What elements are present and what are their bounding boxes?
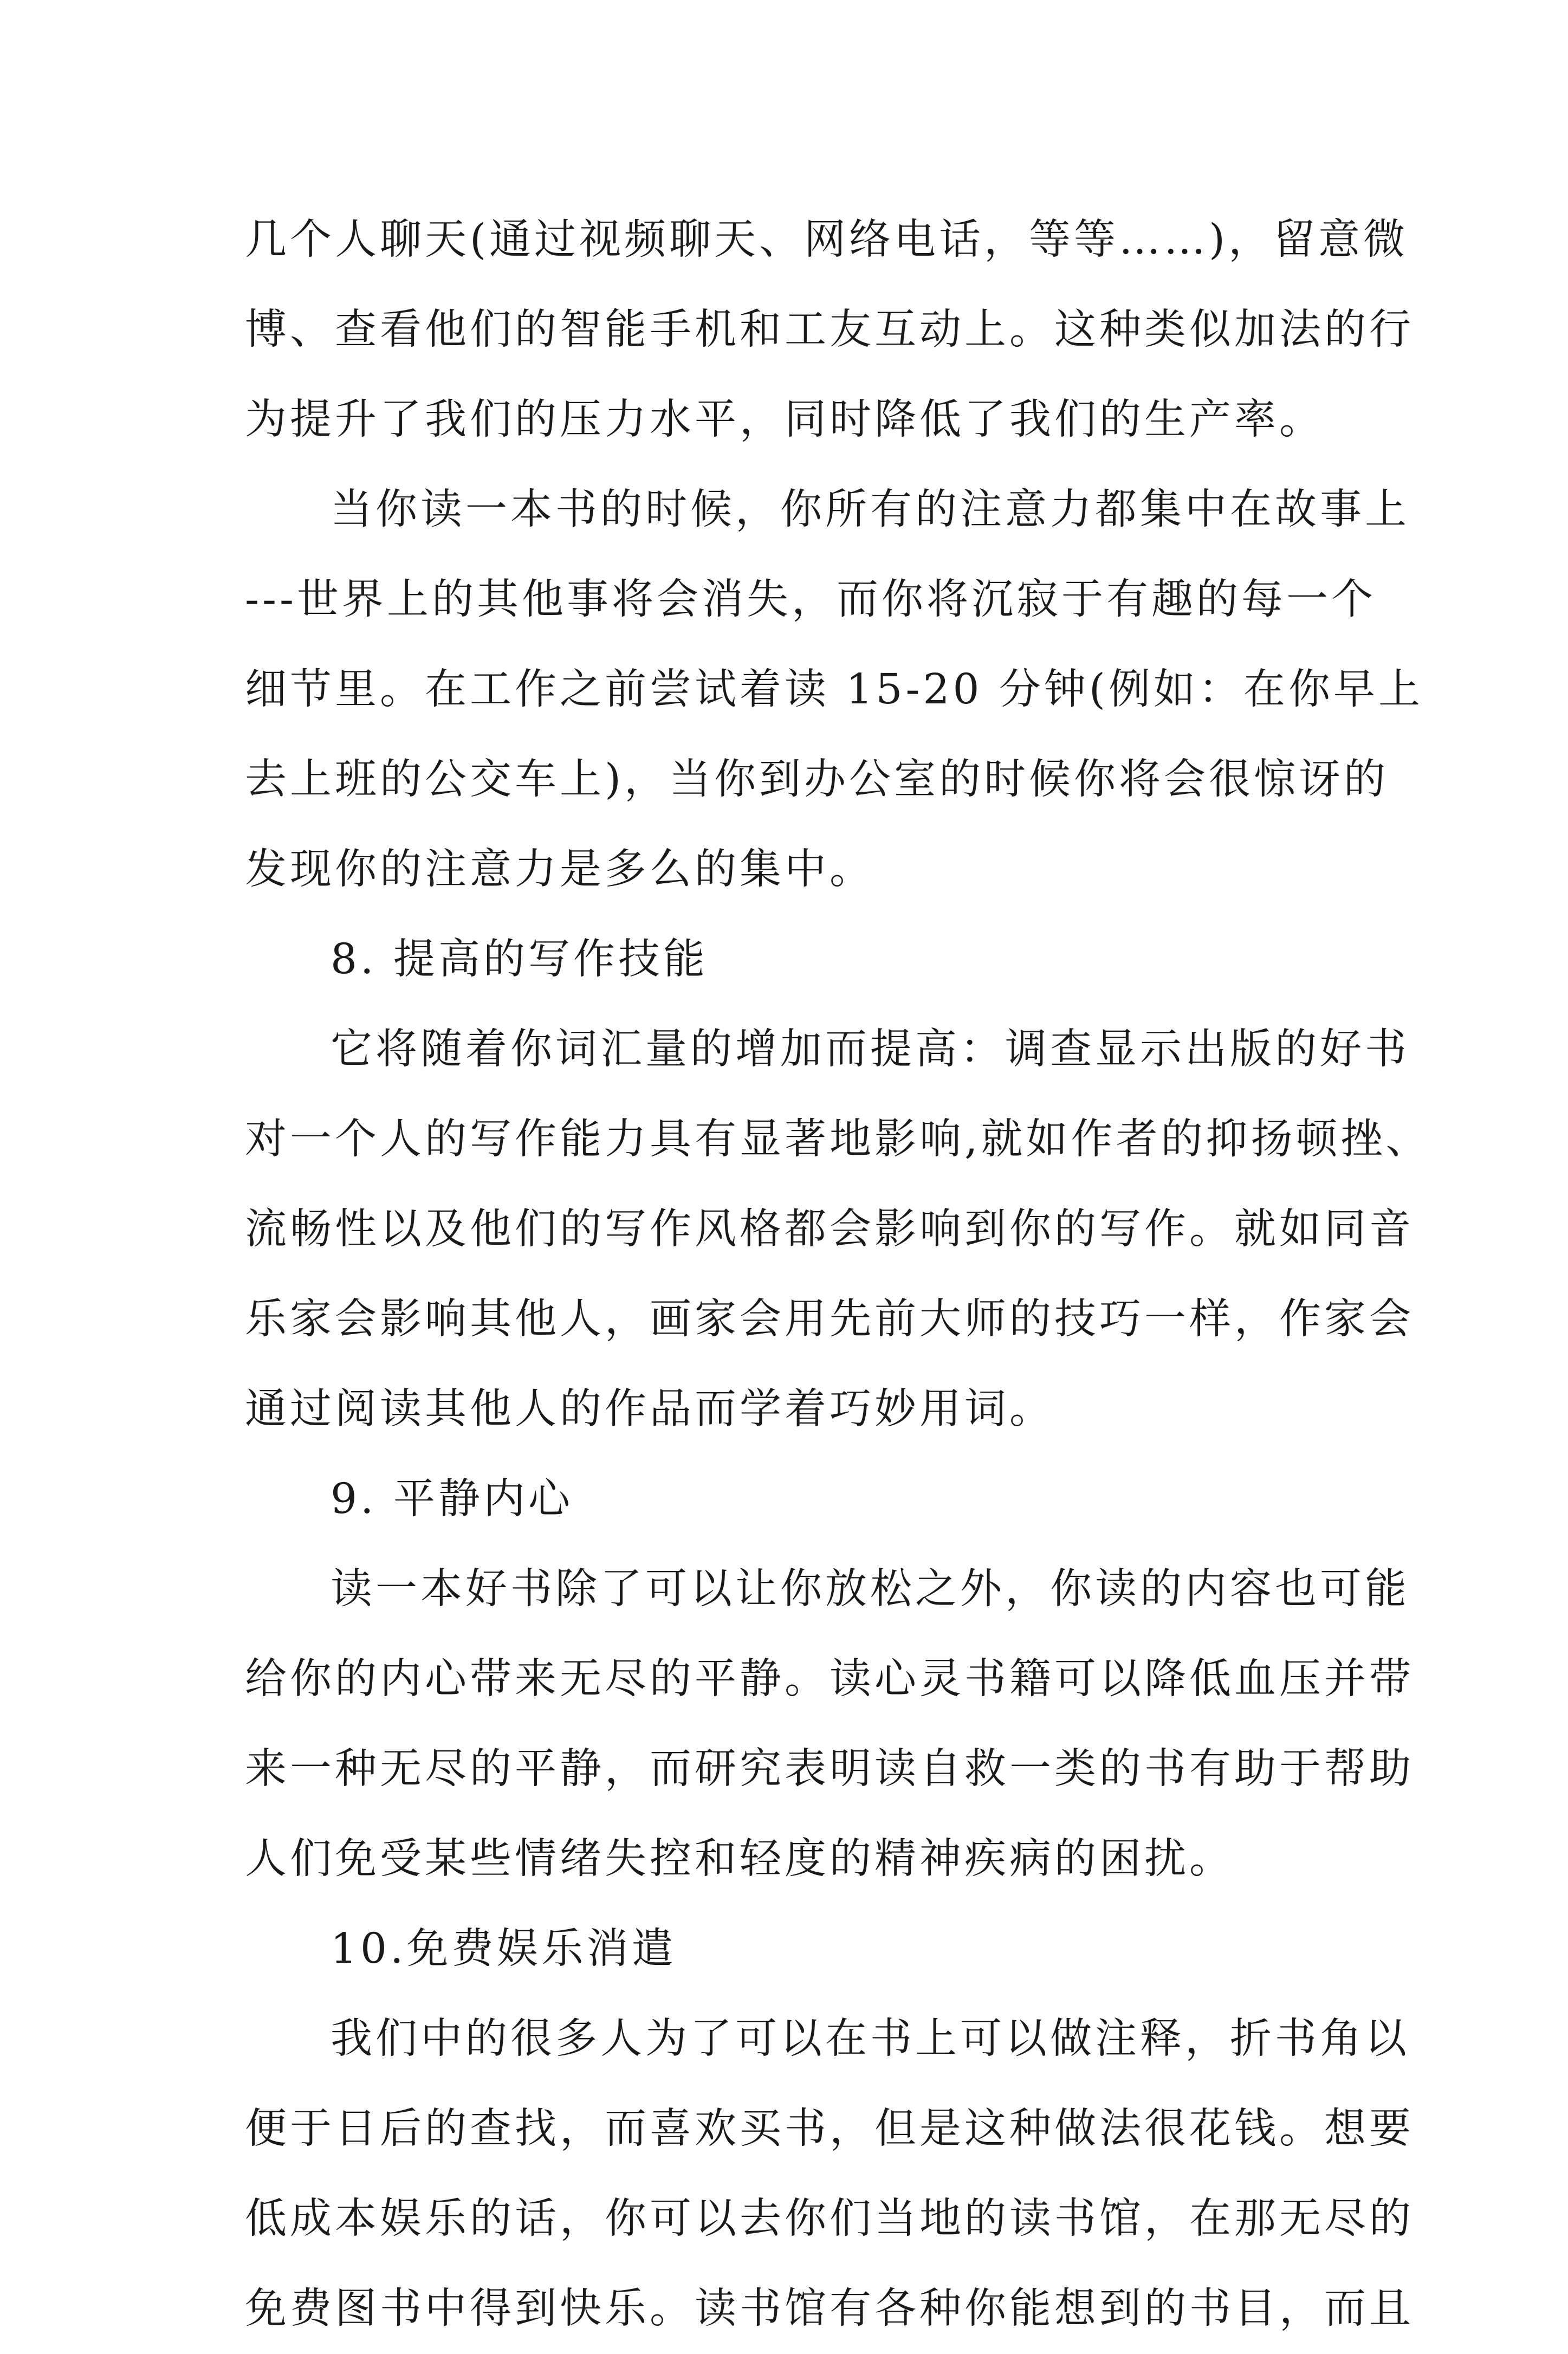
text-line: 发现你的注意力是多么的集中。 <box>245 845 874 894</box>
text-line: 免费图书中得到快乐。读书馆有各种你能想到的书目，而且 <box>245 2285 1414 2333</box>
text-line: 去上班的公交车上)，当你到办公室的时候你将会很惊讶的 <box>245 755 1389 804</box>
section-heading-9: 9. 平静内心 <box>331 1475 573 1523</box>
text-line: 乐家会影响其他人，画家会用先前大师的技巧一样，作家会 <box>245 1295 1414 1343</box>
paragraph-first-line: 当你读一本书的时候，你所有的注意力都集中在故事上 <box>331 486 1410 534</box>
paragraph-first-line: 读一本好书除了可以让你放松之外，你读的内容也可能 <box>331 1565 1410 1613</box>
paragraph-first-line: 它将随着你词汇量的增加而提高：调查显示出版的好书 <box>331 1025 1410 1073</box>
text-line: 博、查看他们的智能手机和工友互动上。这种类似加法的行 <box>245 306 1414 354</box>
text-line: 流畅性以及他们的写作风格都会影响到你的写作。就如同音 <box>245 1205 1414 1253</box>
text-line: 通过阅读其他人的作品而学着巧妙用词。 <box>245 1385 1054 1433</box>
body-text <box>245 195 1431 2354</box>
text-line: 低成本娱乐的话，你可以去你们当地的读书馆，在那无尽的 <box>245 2195 1414 2243</box>
text-line: 为提升了我们的压力水平，同时降低了我们的生产率。 <box>245 396 1324 444</box>
section-heading-10: 10.免费娱乐消遣 <box>331 1925 677 1973</box>
section-heading-8: 8. 提高的写作技能 <box>331 935 708 984</box>
text-line: 细节里。在工作之前尝试着读 15-20 分钟(例如：在你早上 <box>245 665 1423 714</box>
text-line: ---世界上的其他事将会消失，而你将沉寂于有趣的每一个 <box>245 575 1377 624</box>
text-line: 给你的内心带来无尽的平静。读心灵书籍可以降低血压并带 <box>245 1655 1414 1703</box>
text-line: 几个人聊天(通过视频聊天、网络电话，等等……)，留意微 <box>245 216 1409 264</box>
paragraph-first-line: 我们中的很多人为了可以在书上可以做注释，折书角以 <box>331 2015 1410 2063</box>
text-line: 人们免受某些情绪失控和轻度的精神疾病的困扰。 <box>245 1835 1234 1883</box>
text-line: 便于日后的查找，而喜欢买书，但是这种做法很花钱。想要 <box>245 2105 1414 2153</box>
text-line: 来一种无尽的平静，而研究表明读自救一类的书有助于帮助 <box>245 1745 1414 1793</box>
text-line: 对一个人的写作能力具有显著地影响,就如作者的抑扬顿挫、 <box>245 1115 1431 1163</box>
